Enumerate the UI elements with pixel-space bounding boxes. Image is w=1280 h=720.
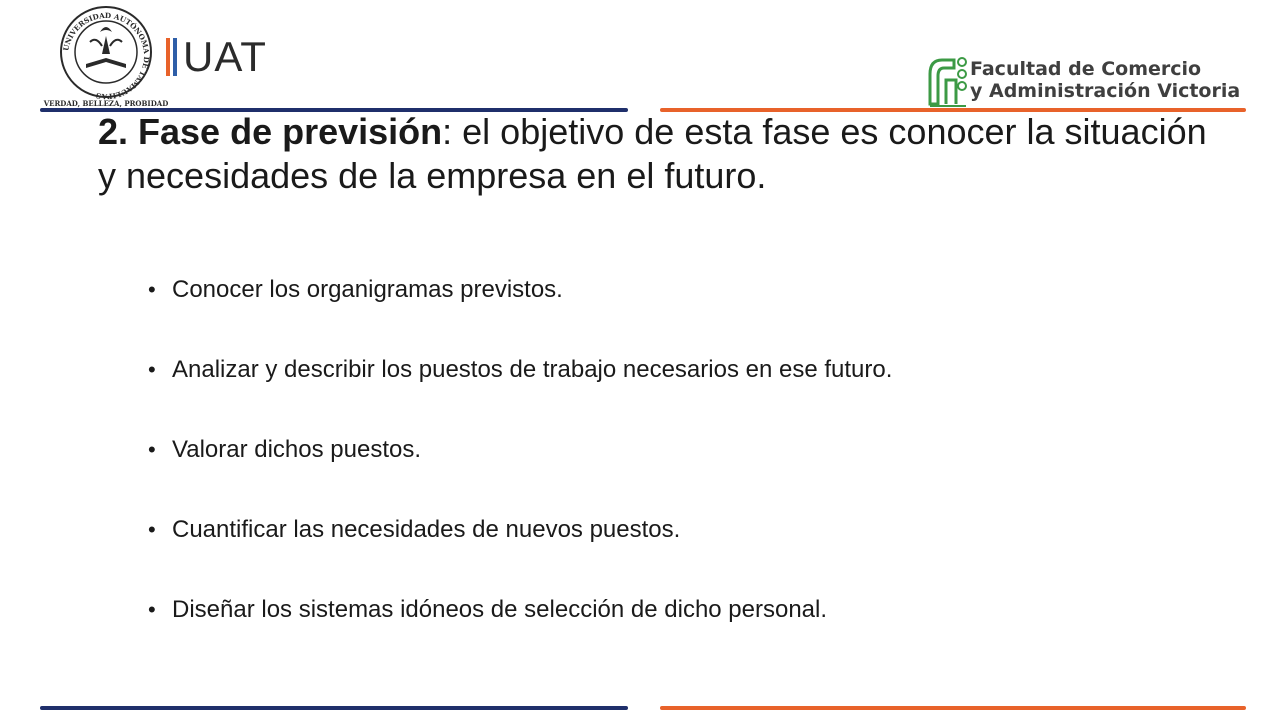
bullet-list bbox=[148, 270, 892, 670]
faculty-name bbox=[970, 58, 1240, 102]
list-item: • Cuantificar las necesidades de nuevos puestos. bbox=[148, 510, 892, 550]
uat-seal-logo bbox=[40, 6, 172, 108]
faculty-name-line1: Facultad de Comercio bbox=[970, 58, 1202, 80]
list-item: • Conocer los organigramas previstos. bbox=[148, 270, 892, 310]
bottom-divider-navy bbox=[40, 706, 628, 710]
faculty-name-line2: y Administración Victoria bbox=[970, 80, 1241, 102]
slide-title bbox=[98, 110, 1218, 198]
list-item: • Valorar dichos puestos. bbox=[148, 430, 892, 470]
list-item: • Analizar y describir los puestos de trabajo necesarios en ese futuro. bbox=[148, 350, 892, 390]
uat-wordmark-text: UAT bbox=[183, 33, 267, 80]
bottom-divider-orange bbox=[660, 706, 1246, 710]
uat-wordmark bbox=[166, 33, 267, 80]
slide-title-bold: 2. Fase de previsión bbox=[98, 111, 443, 152]
list-item: • Diseñar los sistemas idóneos de selección de dicho personal. bbox=[148, 590, 892, 630]
seal-caption: VERDAD, BELLEZA, PROBIDAD bbox=[43, 99, 169, 108]
slide-title-rest: : el objetivo de esta fase es conocer la situación y necesidades de la empresa en el futuro. bbox=[98, 111, 1207, 196]
uat-bars-icon bbox=[166, 38, 177, 76]
seal-ring-text: UNIVERSIDAD AUTÓNOMA DE TAMAULIPAS bbox=[61, 10, 152, 102]
